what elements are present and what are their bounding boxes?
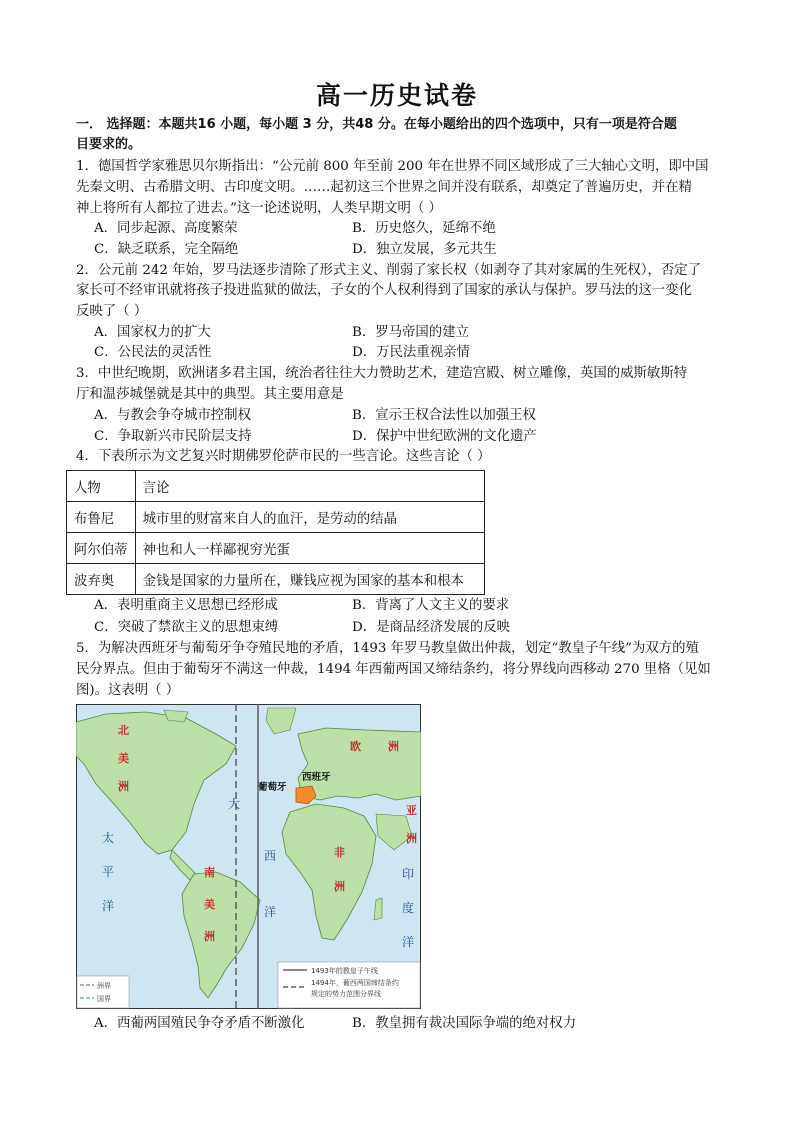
q3-option-b: B．宣示王权合法性以加强王权 <box>352 408 536 423</box>
q1-stem-line2: 先秦文明、古希腊文明、古印度文明。……起初这三个世界之间并没有联系，却奠定了普遍历史，并在精 <box>76 180 692 195</box>
q2-option-d: D．万民法重视亲情 <box>352 345 470 360</box>
q1-option-a: A．同步起源、高度繁荣 <box>94 221 238 236</box>
q5-stem-line1: 5．为解决西班牙与葡萄牙争夺殖民地的矛盾，1493 年罗马教皇做出仲裁，划定“教皇子午线”为双方的殖 <box>76 641 699 656</box>
legend-national-label: 国界 <box>97 995 111 1003</box>
table-cell-quote: 金钱是国家的力量所在，赚钱应视为国家的基本和根本 <box>135 564 484 595</box>
q3-option-a: A．与教会争夺城市控制权 <box>94 408 251 423</box>
q2-stem-line2: 家长可不经审讯就将孩子投进监狱的做法，子女的个人权利得到了国家的承认与保护。罗马法的这一变化 <box>76 283 692 298</box>
q2-option-c: C．公民法的灵活性 <box>94 345 212 360</box>
map-label-atlantic: 大 <box>228 797 241 811</box>
map-label-asia: 亚 <box>406 804 417 817</box>
table-header-cell: 人物 <box>67 471 136 502</box>
q2-option-b: B．罗马帝国的建立 <box>352 325 469 340</box>
table-row <box>67 564 485 595</box>
map-label-pacific: 太 <box>102 831 115 845</box>
table-row <box>67 533 485 564</box>
q2-stem-line1: 2．公元前 242 年始，罗马法逐步清除了形式主义、削弱了家长权（如剥夺了其对家属的生死权），否定了 <box>76 263 702 278</box>
q4-stem-line1: 4．下表所示为文艺复兴时期佛罗伦萨市民的一些言论。这些言论（ ） <box>76 449 491 464</box>
map-label-south-america: 美 <box>204 898 215 911</box>
map-label-africa: 洲 <box>334 880 345 893</box>
map-label-south-america: 南 <box>204 866 215 879</box>
table-cell-quote: 城市里的财富来自人的血汗，是劳动的结晶 <box>135 502 484 533</box>
legend-1494-label: 规定的势力范围分界线 <box>311 990 381 998</box>
q3-stem-line1: 3．中世纪晚期，欧洲诸多君主国，统治者往往大力赞助艺术，建造宫殿、树立雕像，英国的威斯敏斯特 <box>76 366 688 381</box>
q3-stem-line2: 厅和温莎城堡就是其中的典型。其主要用意是 <box>76 387 344 402</box>
world-map-figure <box>76 704 421 1009</box>
q4-quotes-table <box>66 470 485 595</box>
page-title: 高一历史试卷 <box>315 81 478 110</box>
q1-option-c: C．缺乏联系，完全隔绝 <box>94 242 239 257</box>
q4-option-b: B．背离了人文主义的要求 <box>352 598 510 613</box>
table-cell-quote: 神也和人一样鄙视穷光蛋 <box>135 533 484 564</box>
map-label-atlantic: 洋 <box>264 905 277 919</box>
map-label-north-america: 美 <box>118 752 129 765</box>
q5-option-a: A．西葡两国殖民争夺矛盾不断激化 <box>94 1016 305 1031</box>
table-cell-person: 布鲁尼 <box>67 502 136 533</box>
q3-option-c: C．争取新兴市民阶层支持 <box>94 429 252 444</box>
map-label-north-america: 北 <box>118 724 129 737</box>
q4-option-d: D．是商品经济发展的反映 <box>352 620 511 635</box>
q5-stem-line2: 民分界点。但由于葡萄牙不满这一仲裁，1494 年西葡两国又缔结条约，将分界线向西移动 270 里格（见如 <box>76 662 711 677</box>
map-label-pacific: 洋 <box>102 899 115 913</box>
legend-continent-label: 洲界 <box>97 982 111 990</box>
map-label-europe: 欧 <box>350 740 361 753</box>
q4-option-c: C．突破了禁欲主义的思想束缚 <box>94 620 279 635</box>
section-instructions-line2: 目要求的。 <box>76 137 142 152</box>
map-label-atlantic: 西 <box>264 849 277 863</box>
map-label-europe: 洲 <box>388 740 399 753</box>
table-header-cell: 言论 <box>135 471 484 502</box>
q1-stem-line3: 神上将所有人都拉了进去。”这一论述说明，人类早期文明（ ） <box>76 201 442 216</box>
map-label-south-america: 洲 <box>204 930 215 943</box>
table-cell-person: 波弃奥 <box>67 564 136 595</box>
map-label-spain: 西班牙 <box>302 772 331 783</box>
q1-option-d: D．独立发展，多元共生 <box>352 242 497 257</box>
map-label-africa: 非 <box>334 846 345 859</box>
table-cell-person: 阿尔伯蒂 <box>67 533 136 564</box>
q2-option-a: A．国家权力的扩大 <box>94 325 211 340</box>
map-label-portugal: 葡萄牙 <box>258 782 287 793</box>
legend-1494-label: 1494年，葡西两国缔结条约 <box>311 979 399 987</box>
eurasia-landmass <box>298 728 421 800</box>
map-label-indian: 洋 <box>402 935 415 949</box>
map-label-asia: 洲 <box>406 832 417 845</box>
map-label-pacific: 平 <box>102 865 115 879</box>
table-header-row <box>67 471 485 502</box>
q5-option-b: B．教皇拥有裁决国际争端的绝对权力 <box>352 1016 577 1031</box>
q3-option-d: D．保护中世纪欧洲的文化遗产 <box>352 429 537 444</box>
q4-option-a: A．表明重商主义思想已经形成 <box>94 598 278 613</box>
legend-1493-label: 1493年的教皇子午线 <box>311 967 378 975</box>
map-legend-left <box>77 976 129 1008</box>
q5-stem-line3: 图)。这表明（ ） <box>76 683 180 698</box>
table-row <box>67 502 485 533</box>
q1-stem-line1: 1．德国哲学家雅思贝尔斯指出：“公元前 800 年至前 200 年在世界不同区域形成了三大轴心文明，即中国 <box>76 159 709 174</box>
map-label-indian: 度 <box>402 901 415 915</box>
map-label-indian: 印 <box>402 867 415 881</box>
q1-option-b: B．历史悠久，延绵不绝 <box>352 221 496 236</box>
section-instructions-line1: 一． 选择题：本题共16 小题，每小题 3 分，共48 分。在每小题给出的四个选项中，只有一项是符合题 <box>76 117 677 132</box>
map-label-north-america: 洲 <box>118 780 129 793</box>
q2-stem-line3: 反映了（ ） <box>76 304 148 319</box>
